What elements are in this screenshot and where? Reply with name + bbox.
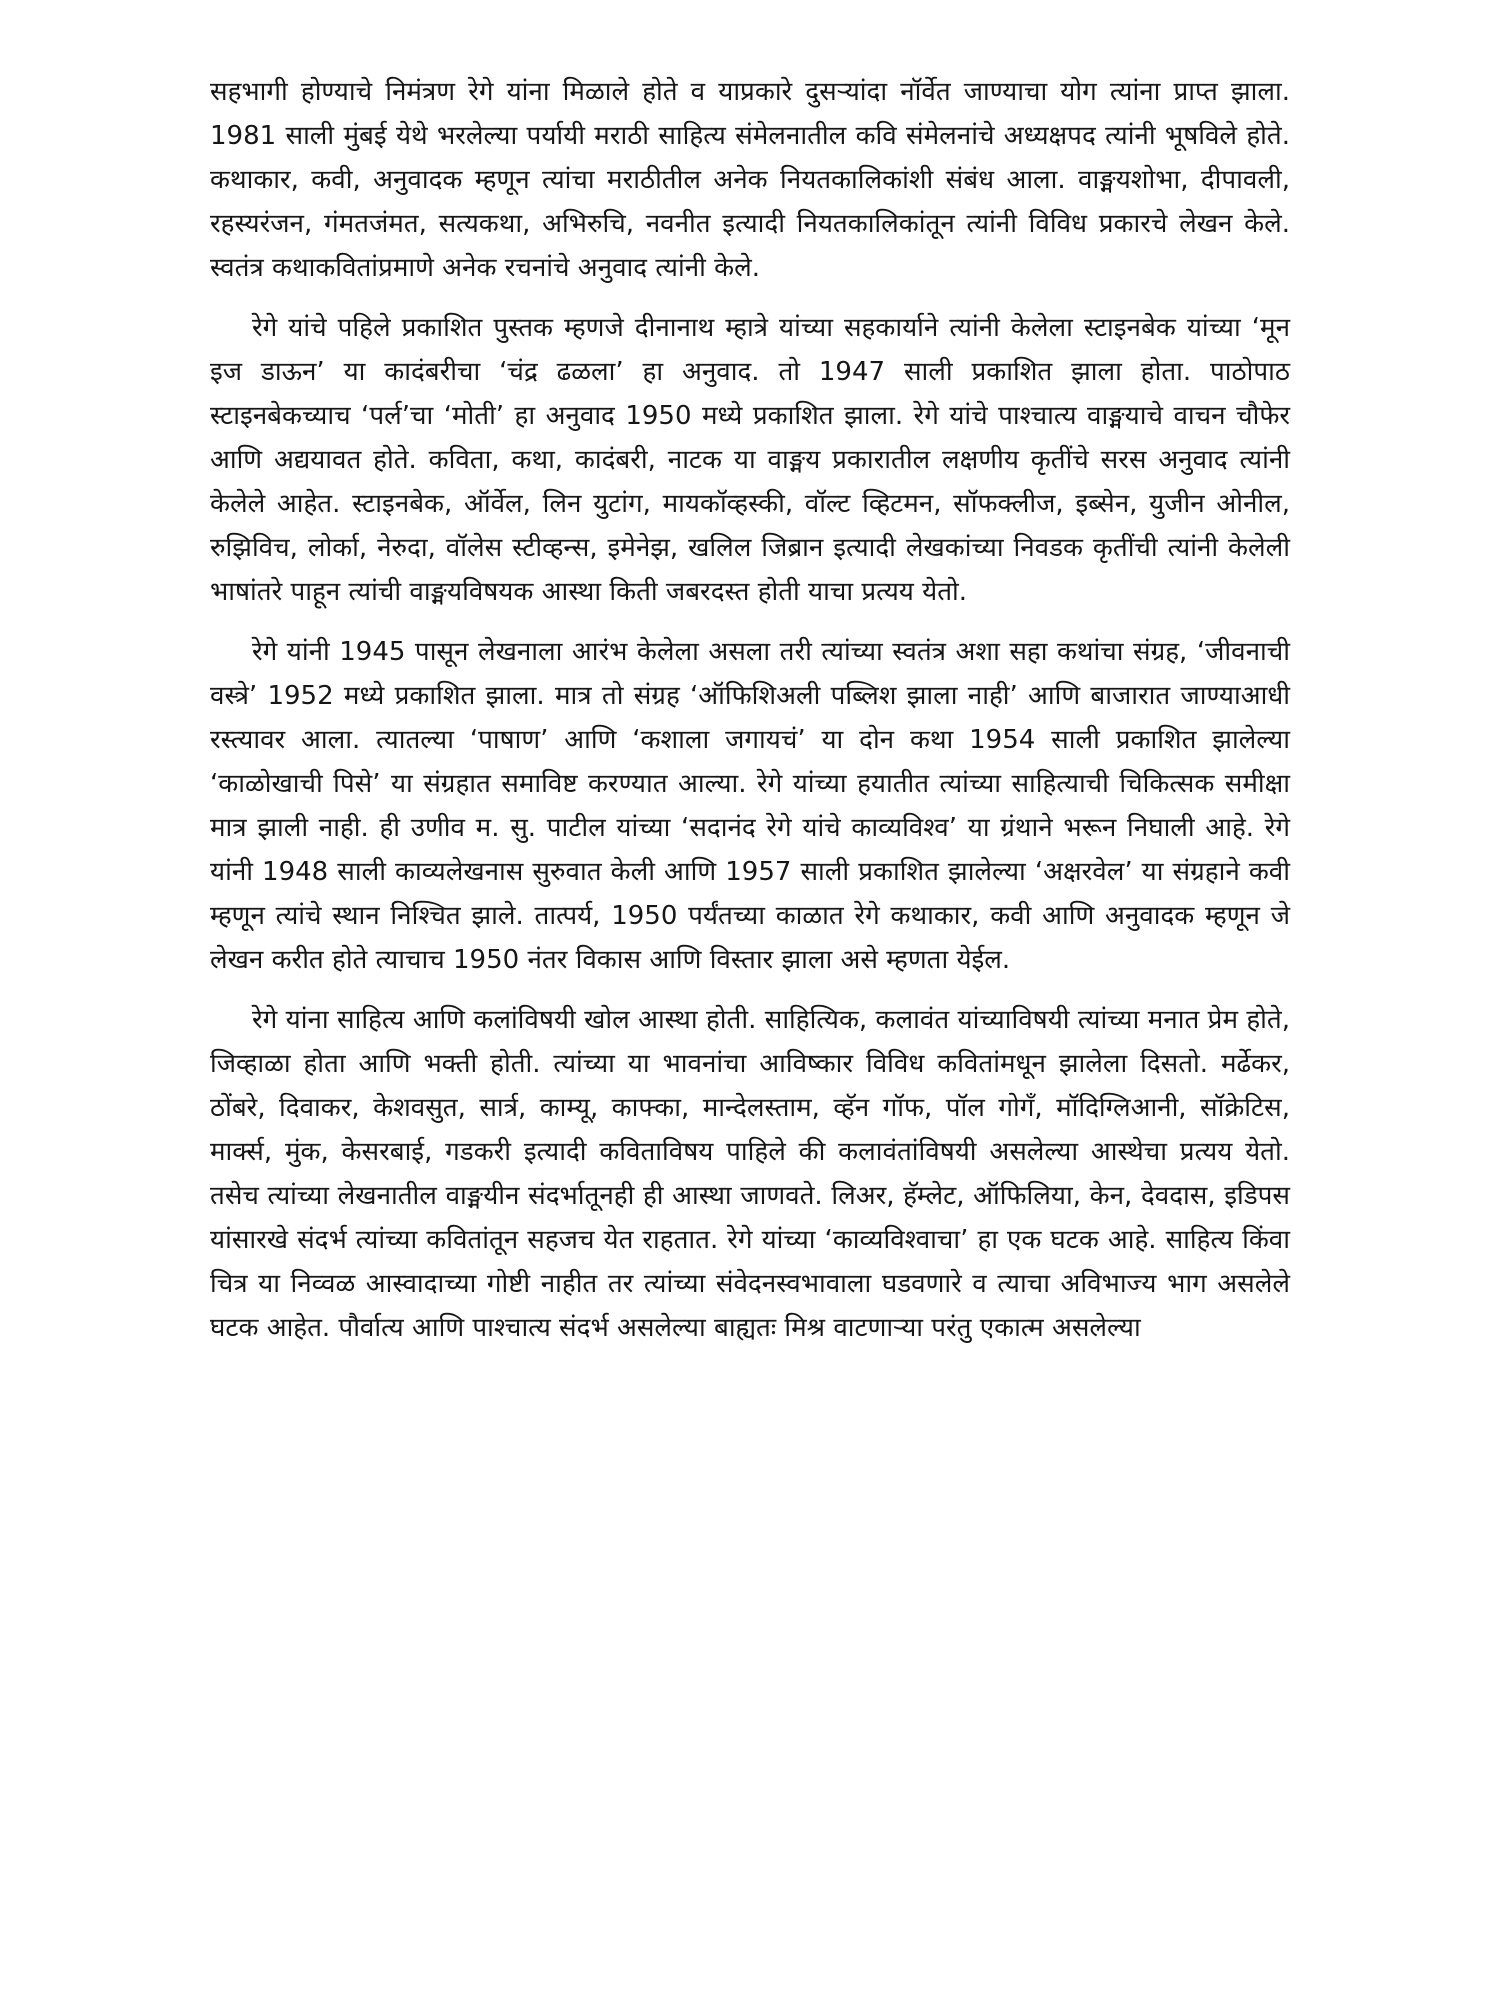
paragraph-4: रेगे यांना साहित्य आणि कलांविषयी खोल आस्था होती. साहित्यिक, कलावंत यांच्याविषयी त्यांच्या मनात प्रेम होते, जिव्हाळा होता आणि भक्ती होती. त्यांच्या या भावनांचा आविष्कार विविध कवितांमधून झालेला दिसतो. मर्ढेकर, ठोंबरे, दिवाकर, केशवसुत, सार्त्र, काम्यू, काफ्का, मान्देलस्ताम, व्हॅन गॉफ, पॉल गोगँ, मॉदिग्लिआनी, सॉक्रेटिस, मार्क्स, मुंक, केसरबाई, गडकरी इत्यादी कविताविषय पाहिले की कलावंतांविषयी असलेल्या आस्थेचा प्रत्यय येतो. तसेच त्यांच्या लेखनातील वाङ्मयीन संदर्भातूनही ही आस्था जाणवते. लिअर, हॅम्लेट, ऑफिलिया, केन, देवदास, इडिपस यांसारखे संदर्भ त्यांच्या कवितांतून सहजच येत राहतात. रेगे यांच्या ‘काव्यविश्वाचा’ हा एक घटक आहे. साहित्य किंवा चित्र या निव्वळ आस्वादाच्या गोष्टी नाहीत तर त्यांच्या संवेदनस्वभावाला घडवणारे व त्याचा अविभाज्य भाग असलेले घटक आहेत. पौर्वात्य आणि पाश्चात्य संदर्भ असलेल्या बाह्यतः मिश्र वाटणाऱ्या परंतु एकात्म असलेल्या bbox=[210, 1005, 1290, 1343]
paragraph-3: रेगे यांनी 1945 पासून लेखनाला आरंभ केलेला असला तरी त्यांच्या स्वतंत्र अशा सहा कथांचा संग्रह, ‘जीवनाची वस्त्रे’ 1952 मध्ये प्रकाशित झाला. मात्र तो संग्रह ‘ऑफिशिअली पब्लिश झाला नाही’ आणि बाजारात जाण्याआधी रस्त्यावर आला. त्यातल्या ‘पाषाण’ आणि ‘कशाला जगायचं’ या दोन कथा 1954 साली प्रकाशित झालेल्या ‘काळोखाची पिसे’ या संग्रहात समाविष्ट करण्यात आल्या. रेगे यांच्या हयातीत त्यांच्या साहित्याची चिकित्सक समीक्षा मात्र झाली नाही. ही उणीव म. सु. पाटील यांच्या ‘सदानंद रेगे यांचे काव्यविश्व’ या ग्रंथाने भरून निघाली आहे. रेगे यांनी 1948 साली काव्यलेखनास सुरुवात केली आणि 1957 साली प्रकाशित झालेल्या ‘अक्षरवेल’ या संग्रहाने कवी म्हणून त्यांचे स्थान निश्चित झाले. तात्पर्य, 1950 पर्यंतच्या काळात रेगे कथाकार, कवी आणि अनुवादक म्हणून जे लेखन करीत होते त्याचाच 1950 नंतर विकास आणि विस्तार झाला असे म्हणता येईल. bbox=[210, 637, 1290, 975]
body-text bbox=[210, 70, 1290, 1366]
paragraph-2: रेगे यांचे पहिले प्रकाशित पुस्तक म्हणजे दीनानाथ म्हात्रे यांच्या सहकार्याने त्यांनी केलेला स्टाइनबेक यांच्या ‘मून इज डाऊन’ या कादंबरीचा ‘चंद्र ढळला’ हा अनुवाद. तो 1947 साली प्रकाशित झाला होता. पाठोपाठ स्टाइनबेकच्याच ‘पर्ल’चा ‘मोती’ हा अनुवाद 1950 मध्ये प्रकाशित झाला. रेगे यांचे पाश्चात्य वाङ्मयाचे वाचन चौफेर आणि अद्ययावत होते. कविता, कथा, कादंबरी, नाटक या वाङ्मय प्रकारातील लक्षणीय कृतींचे सरस अनुवाद त्यांनी केलेले आहेत. स्टाइनबेक, ऑर्वेल, लिन युटांग, मायकॉव्हस्की, वॉल्ट व्हिटमन, सॉफक्लीज, इब्सेन, युजीन ओनील, रुझिविच, लोर्का, नेरुदा, वॉलेस स्टीव्हन्स, इमेनेझ, खलिल जिब्रान इत्यादी लेखकांच्या निवडक कृतींची त्यांनी केलेली भाषांतरे पाहून त्यांची वाङ्मयविषयक आस्था किती जबरदस्त होती याचा प्रत्यय येतो. bbox=[210, 313, 1290, 607]
paragraph-1: सहभागी होण्याचे निमंत्रण रेगे यांना मिळाले होते व याप्रकारे दुसऱ्यांदा नॉर्वेत जाण्याचा योग त्यांना प्राप्त झाला. 1981 साली मुंबई येथे भरलेल्या पर्यायी मराठी साहित्य संमेलनातील कवि संमेलनांचे अध्यक्षपद त्यांनी भूषविले होते. कथाकार, कवी, अनुवादक म्हणून त्यांचा मराठीतील अनेक नियतकालिकांशी संबंध आला. वाङ्मयशोभा, दीपावली, रहस्यरंजन, गंमतजंमत, सत्यकथा, अभिरुचि, नवनीत इत्यादी नियतकालिकांतून त्यांनी विविध प्रकारचे लेखन केले. स्वतंत्र कथाकवितांप्रमाणे अनेक रचनांचे अनुवाद त्यांनी केले. bbox=[210, 77, 1290, 283]
